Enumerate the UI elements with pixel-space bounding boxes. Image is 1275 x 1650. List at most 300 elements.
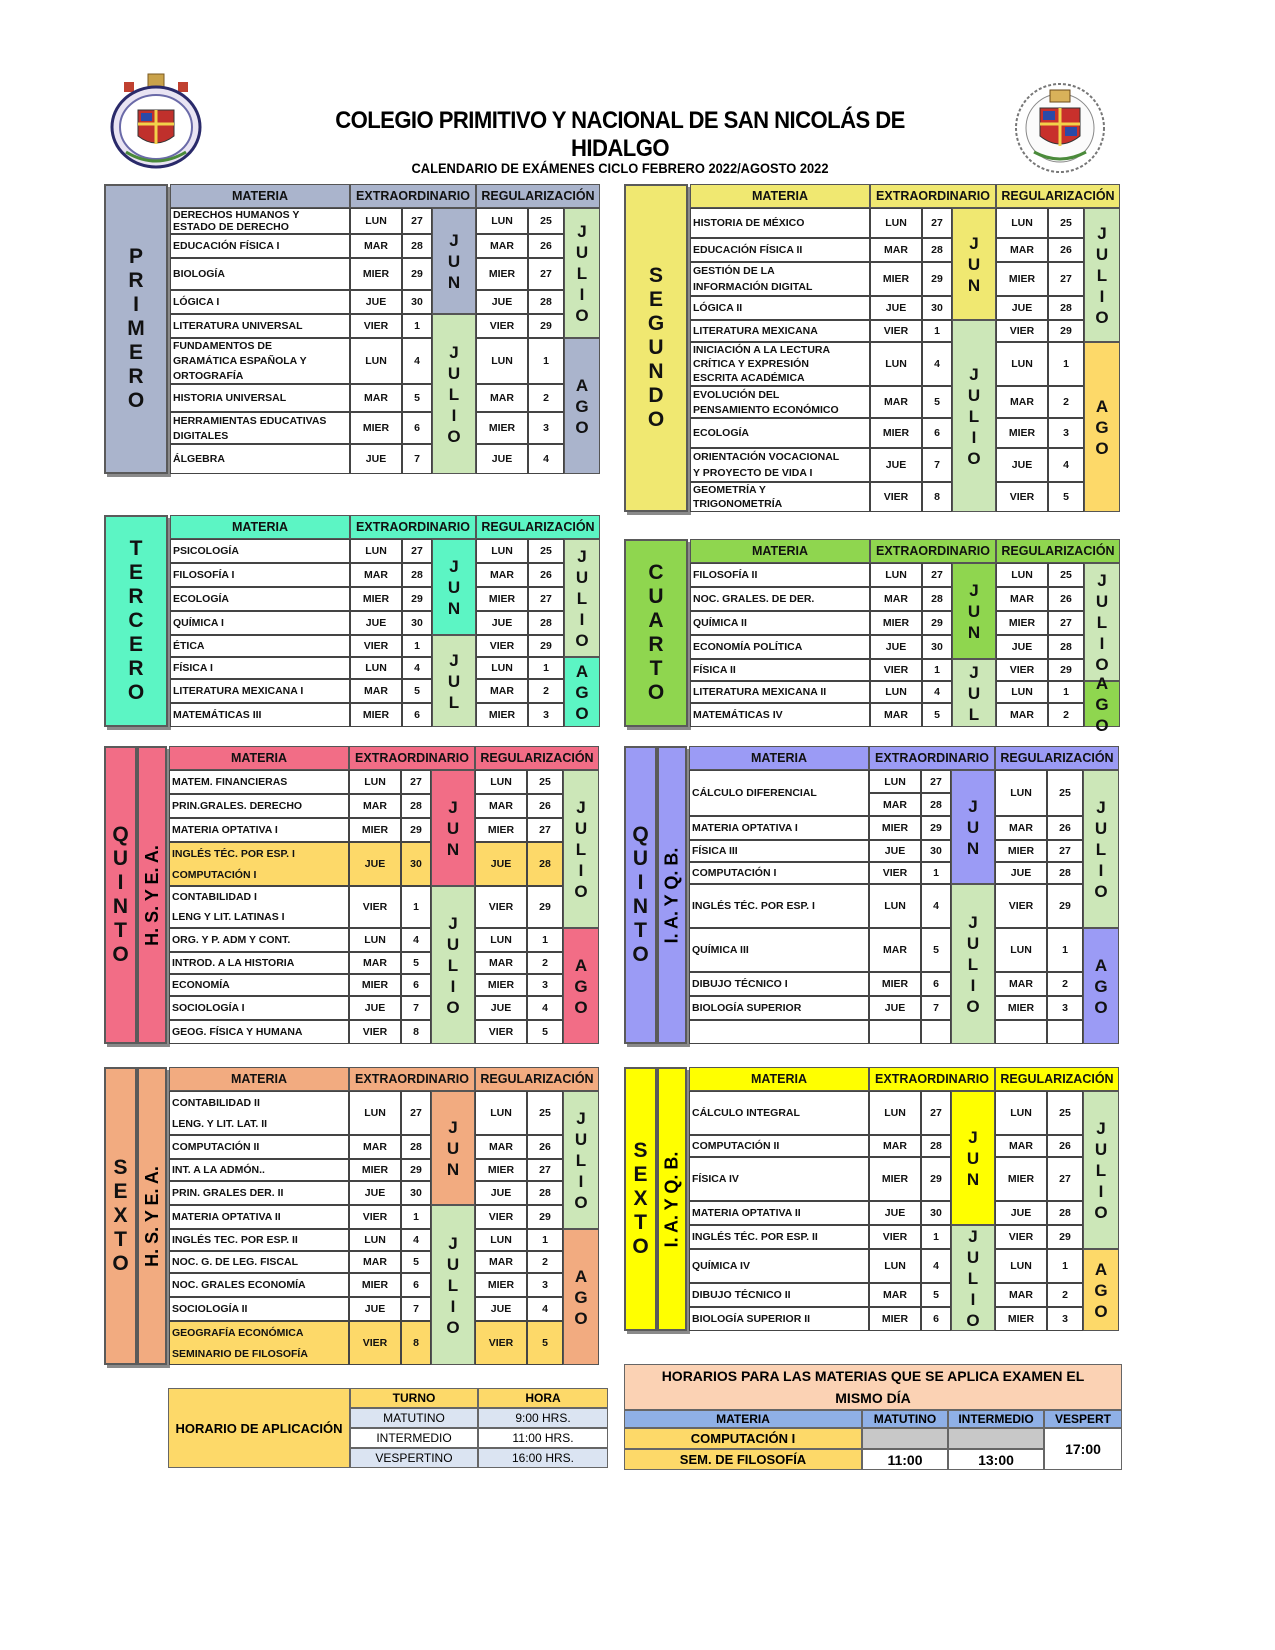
materia-text: PENSAMIENTO ECONÓMICO [693,403,839,416]
letter: N [967,622,981,642]
letter: J [969,662,979,682]
letter: L [967,1268,979,1288]
extra-day: LUN [869,770,921,793]
letter: U [447,363,461,383]
regu-day: JUE [476,444,528,474]
materia-text: GEOG. FÍSICA Y HUMANA [172,1026,303,1038]
letter: E [648,288,663,311]
letter: O [575,630,589,650]
letter: A [575,375,589,395]
materia-text: SOCIOLOGÍA I [172,1002,245,1014]
extra-date: 6 [921,1307,951,1331]
regu-day: LUN [995,928,1047,972]
regu-day: MAR [476,563,528,587]
materia-text: INGLÉS TÉC. POR ESP. I [692,900,815,912]
letter: R [128,585,144,608]
letter: A [574,955,588,975]
regularizacion-header: REGULARIZACIÓN [996,184,1120,208]
materia-text: MATERIA OPTATIVA I [692,822,798,834]
regu-day: MIER [476,412,528,444]
materia-cell [690,320,870,342]
extra-date: 29 [402,587,432,611]
regu-date: 4 [1048,448,1084,482]
year-label [104,746,137,1044]
materia-text: QUÍMICA I [173,617,224,629]
materia-text: QUÍMICA II [693,617,747,629]
materia-text: CÁLCULO INTEGRAL [692,1107,800,1119]
regu-day: JUE [475,1297,527,1321]
letter: U [966,1148,980,1168]
materia-cell [169,1321,349,1365]
extra-day: MAR [350,563,402,587]
extra-date: 28 [402,563,432,587]
letter: N [966,838,980,858]
letter: N [648,360,664,383]
materia-text: LENG Y LIT. LATINAS I [172,911,285,923]
hora-cell: 16:00 HRS. [478,1448,608,1468]
regu-day: MIER [475,1273,527,1297]
extra-day: MIER [349,818,401,842]
letter: J [969,233,979,253]
letter: L [1095,1160,1107,1180]
materia-text: FILOSOFÍA I [173,569,235,581]
extra-date: 28 [921,1135,951,1157]
extra-day: JUE [350,611,402,635]
extra-day: JUE [349,1181,401,1205]
extra-date: 1 [921,862,951,884]
regu-month [563,1091,599,1229]
letter: G [575,396,589,416]
regu-month [563,1229,599,1365]
extra-date: 8 [922,482,952,512]
extra-date: 7 [401,996,431,1020]
materia-text: ECOLOGÍA [693,427,750,439]
regu-date: 1 [1048,342,1084,386]
extra-date: 30 [922,635,952,659]
materia-text: BIOLOGÍA SUPERIOR II [692,1313,811,1325]
extra-date: 6 [401,1273,431,1297]
letter: A [575,661,589,681]
letter: U [112,847,129,870]
materia-text: LITERATURA MEXICANA II [693,686,827,698]
extra-day: MIER [869,1307,921,1331]
extra-date: 1 [922,320,952,342]
horario-aplicacion-table [168,1388,608,1468]
materia-cell [169,770,349,794]
letter: U [574,818,588,838]
letter: J [969,364,979,384]
letter: J [969,580,979,600]
extra-day: MAR [870,386,922,418]
regu-day: VIER [476,635,528,657]
materia-cell [170,679,350,703]
extra-date: 27 [401,1091,431,1135]
extra-month [432,635,476,727]
extraordinario-header: EXTRAORDINARIO [350,515,476,539]
regu-day: LUN [996,681,1048,703]
letter: O [446,997,460,1017]
regu-month [1084,342,1120,512]
hora-header: HORA [478,1388,608,1408]
regu-day: VIER [475,1020,527,1044]
materia-text: LÓGICA I [173,296,220,308]
materia-cell [169,818,349,842]
extra-date: 7 [922,448,952,482]
letter: N [446,1159,460,1179]
letter: N [447,272,461,292]
regu-date: 3 [528,412,564,444]
materia-cell [170,635,350,657]
regu-day: VIER [475,1321,527,1365]
extra-day: MAR [349,1251,401,1273]
letter: L [575,839,587,859]
extra-date: 4 [401,928,431,952]
regu-date: 28 [1047,862,1083,884]
letter: U [648,585,664,608]
letter: L [575,1150,587,1170]
extra-month [952,659,996,727]
extra-day: JUE [349,842,401,886]
regu-date: 27 [527,818,563,842]
materia-cell [690,386,870,418]
materia-text: INT. A LA ADMÓN.. [172,1164,265,1176]
mismo-col-header: VESPERT [1044,1410,1122,1428]
extra-date: 5 [402,384,432,412]
regu-day: JUE [995,1201,1047,1225]
letter: L [1095,839,1107,859]
regu-date: 29 [1048,659,1084,681]
regu-date: 3 [527,974,563,996]
letter: I [971,427,977,447]
turno-header: TURNO [350,1388,478,1408]
letter: I [450,1296,456,1316]
regu-day: MAR [476,384,528,412]
letter: I [133,293,139,316]
extra-day: MAR [349,952,401,974]
regu-month [1084,208,1120,342]
letter: X [113,1204,128,1227]
materia-text: LENG. Y LIT. LAT. II [172,1117,268,1130]
materia-cell [170,290,350,314]
extra-day: MIER [350,258,402,290]
extra-date: 4 [922,681,952,703]
letter: J [577,221,587,241]
regu-day: LUN [475,1229,527,1251]
extra-day: MAR [869,1135,921,1157]
regu-day: JUE [476,611,528,635]
extra-day: VIER [869,862,921,884]
page-title: COLEGIO PRIMITIVO Y NACIONAL DE SAN NICOLÁS DE HIDALGO [335,107,905,162]
extra-date: 30 [921,1201,951,1225]
regu-day: VIER [996,320,1048,342]
letter: O [575,305,589,325]
mismo-materia: COMPUTACIÓN I [624,1428,862,1449]
materia-cell [170,258,350,290]
turno-cell: MATUTINO [350,1408,478,1428]
materia-text: FÍSICA IV [692,1173,739,1185]
materia-cell [690,448,870,482]
letter: L [968,704,980,724]
regu-date: 28 [528,290,564,314]
letter: G [1094,1280,1108,1300]
materia-cell [169,1020,349,1044]
letter: I [451,405,457,425]
regu-date: 2 [1048,386,1084,418]
extra-day: MIER [870,262,922,296]
hora-cell: 9:00 HRS. [478,1408,608,1428]
regu-date: 26 [527,794,563,818]
regularizacion-header: REGULARIZACIÓN [476,515,600,539]
materia-cell [170,314,350,338]
extra-date: 1 [401,1205,431,1229]
regu-day: JUE [996,635,1048,659]
materia-text: MATEM. FINANCIERAS [172,776,288,788]
mismo-col-header: INTERMEDIO [948,1410,1044,1428]
extra-day: MIER [869,816,921,840]
regu-day: LUN [996,563,1048,587]
materia-header: MATERIA [690,539,870,563]
letter: I [117,871,124,894]
materia-cell [170,444,350,474]
materia-header: MATERIA [689,1067,869,1091]
materia-cell [170,234,350,258]
regu-day: MIER [475,818,527,842]
extra-date: 28 [401,1135,431,1159]
letter: T [114,919,127,942]
extra-day: MAR [350,384,402,412]
extraordinario-header: EXTRAORDINARIO [869,1067,995,1091]
letter: G [647,312,665,335]
extra-day: MAR [350,679,402,703]
regularizacion-header: REGULARIZACIÓN [995,1067,1119,1091]
extra-date: 1 [922,659,952,681]
letter: E [128,341,143,364]
materia-text: COMPUTACIÓN II [172,1141,260,1153]
letter: R [128,657,144,680]
letter: I [578,860,584,880]
materia-cell [169,1229,349,1251]
materia-cell [169,1181,349,1205]
letter: D [648,384,664,407]
regu-day: MIER [995,1307,1047,1331]
extra-date: 30 [402,611,432,635]
regu-date: 5 [527,1321,563,1365]
extra-day: MIER [869,1157,921,1201]
extra-day: MIER [349,974,401,996]
materia-cell [169,1297,349,1321]
materia-cell [170,611,350,635]
regu-day: MAR [475,794,527,818]
regu-month [1083,928,1119,1044]
materia-cell [689,1249,869,1283]
regu-day: MAR [476,234,528,258]
materia-text: EDUCACIÓN FÍSICA II [693,244,803,256]
letter: T [114,1228,127,1251]
regu-date: 25 [1048,208,1084,238]
extra-date: 6 [402,412,432,444]
materia-cell [689,770,869,816]
letter: R [648,633,664,656]
regu-day: MAR [996,386,1048,418]
regu-day: MIER [476,703,528,727]
letter: S [648,264,663,287]
letter: J [1097,570,1107,590]
extra-day: MIER [350,412,402,444]
regu-day: MIER [996,418,1048,448]
letter: J [577,546,587,566]
materia-cell [690,418,870,448]
materia-cell [169,842,349,886]
letter: E [113,1180,128,1203]
regu-date: 1 [1048,681,1084,703]
letter: O [575,417,589,437]
materia-cell [170,412,350,444]
letter: E [128,561,143,584]
letter: T [649,657,663,680]
regu-date: 29 [527,886,563,928]
materia-cell [169,1091,349,1135]
regu-date: 26 [1047,816,1083,840]
specialty-text: I. A. Y Q. B. [661,1151,682,1247]
letter: Q [632,823,649,846]
letter: N [967,275,981,295]
extra-date: 8 [401,1321,431,1365]
extra-date: 5 [922,703,952,727]
letter: P [128,245,143,268]
materia-cell [690,563,870,587]
school-seal-right-icon [1012,78,1108,178]
letter: J [1096,1118,1106,1138]
materia-text: ESTADO DE DERECHO [173,221,289,233]
materia-cell [690,482,870,512]
regu-date: 3 [1047,996,1083,1020]
materia-text: GEOGRAFÍA ECONÓMICA [172,1326,304,1339]
materia-text: DERECHOS HUMANOS Y [173,209,300,221]
mismo-col-header: MATERIA [624,1410,862,1428]
letter: L [967,954,979,974]
materia-cell [169,996,349,1020]
regu-day: LUN [995,770,1047,816]
materia-cell [689,1201,869,1225]
extra-date: 27 [922,563,952,587]
letter: O [967,448,981,468]
regu-date: 1 [1047,1249,1083,1283]
extraordinario-header: EXTRAORDINARIO [349,1067,475,1091]
regu-day: VIER [475,886,527,928]
letter: O [647,681,665,704]
extra-date: 30 [401,842,431,886]
turno-cell: INTERMEDIO [350,1428,478,1448]
letter: U [574,1129,588,1149]
letter: G [1094,976,1108,996]
letter: O [1094,997,1108,1017]
extra-day: LUN [349,1229,401,1251]
materia-text: EDUCACIÓN FÍSICA I [173,240,280,252]
letter: U [446,818,460,838]
materia-cell [690,681,870,703]
extra-day: LUN [350,338,402,384]
regu-date: 27 [1048,262,1084,296]
extra-date: 6 [401,974,431,996]
extra-date: 6 [402,703,432,727]
letter: O [1095,654,1109,674]
year-label [104,184,168,474]
letter: C [128,609,144,632]
regu-day: JUE [475,996,527,1020]
regu-date: 3 [1048,418,1084,448]
materia-text: INGLÉS TÉC. POR ESP. I [172,847,295,860]
extra-date: 28 [922,238,952,262]
letter: N [447,598,461,618]
specialty-label [657,1067,687,1331]
regu-date: 28 [1048,635,1084,659]
letter: N [446,839,460,859]
materia-cell [689,1091,869,1135]
materia-cell [169,952,349,974]
extra-month [951,1091,995,1225]
extra-day: VIER [869,1225,921,1249]
letter: G [575,682,589,702]
letter: U [446,1138,460,1158]
letter: A [648,609,664,632]
extraordinario-header: EXTRAORDINARIO [350,184,476,208]
letter: O [647,408,665,431]
materia-text: DIBUJO TÉCNICO II [692,1289,791,1301]
extra-day: MIER [349,1159,401,1181]
letter: O [574,881,588,901]
regu-date: 3 [528,703,564,727]
extra-month [952,320,996,512]
regu-day: VIER [996,482,1048,512]
extra-day: MAR [870,238,922,262]
letter: J [449,556,459,576]
letter: J [449,230,459,250]
letter: L [576,588,588,608]
materia-text: ESCRITA ACADÉMICA [693,372,805,384]
extra-day: MAR [350,234,402,258]
vespertino-time: 17:00 [1044,1428,1122,1470]
materia-text: SOCIOLOGÍA II [172,1303,248,1315]
extra-date: 6 [922,418,952,448]
materia-cell [690,208,870,238]
letter: O [632,1235,649,1258]
letter: I [450,976,456,996]
regu-date: 2 [527,1251,563,1273]
regu-date: 4 [527,996,563,1020]
materia-text: GEOMETRÍA Y [693,484,766,496]
materia-text: ORTOGRAFÍA [173,369,244,382]
regu-day: JUE [475,842,527,886]
extra-day: MAR [349,1135,401,1159]
letter: G [574,976,588,996]
letter: O [574,997,588,1017]
materia-text: FÍSICA I [173,662,213,674]
regu-date: 27 [1047,840,1083,862]
extra-day: MAR [869,1283,921,1307]
extra-day: VIER [870,659,922,681]
extraordinario-header: EXTRAORDINARIO [870,539,996,563]
materia-header: MATERIA [170,515,350,539]
letter: M [127,317,145,340]
letter: E [633,1163,648,1186]
letter: I [637,871,644,894]
letter: O [112,943,129,966]
regu-day: JUE [996,448,1048,482]
regu-day: VIER [996,659,1048,681]
letter: O [966,1310,980,1330]
letter: L [447,955,459,975]
materia-text: BIOLOGÍA SUPERIOR [692,1002,802,1014]
